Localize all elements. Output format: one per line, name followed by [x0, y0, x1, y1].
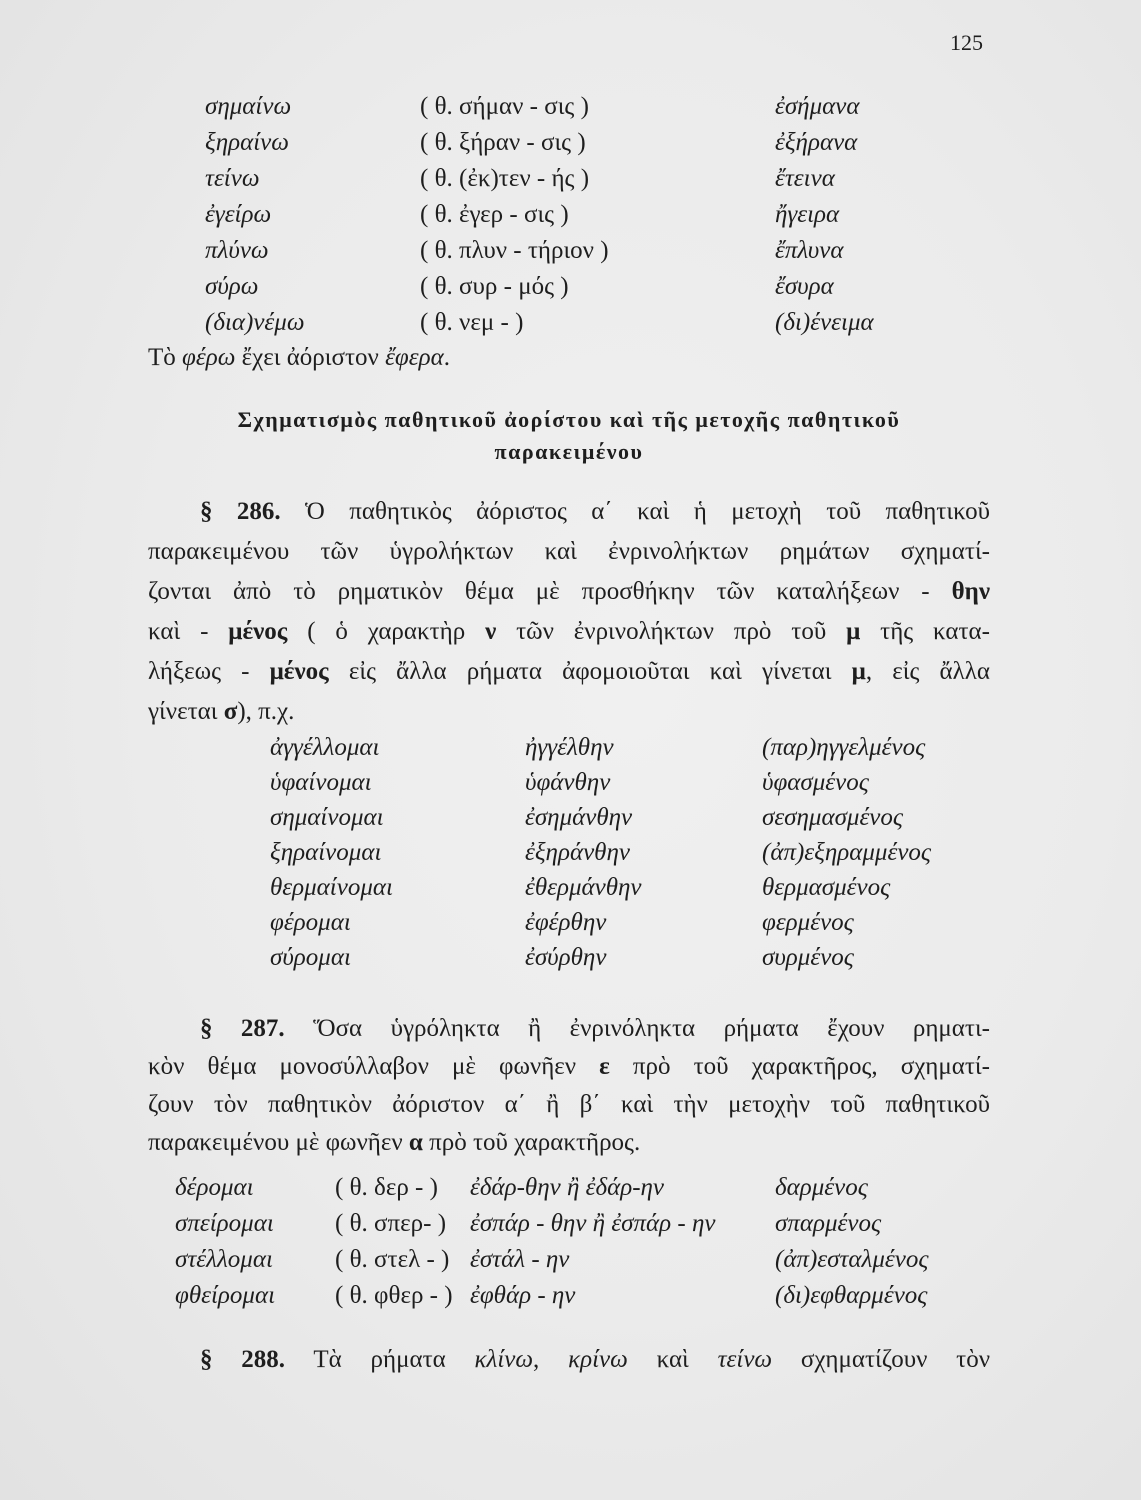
active-aorist-table — [0, 89, 1141, 341]
bold-letter: α — [408, 1129, 423, 1156]
participle-cell: σπαρμένος — [775, 1210, 882, 1237]
text-run: ( ὁ χαρακτὴρ — [287, 618, 486, 645]
stem-cell: ( θ. στελ - ) — [335, 1246, 450, 1273]
paragraph-line — [148, 1124, 990, 1162]
verb-word: τείνω — [717, 1346, 773, 1373]
table-row — [0, 835, 1141, 870]
aorist-cell: ὑφάνθην — [525, 769, 611, 796]
participle-cell: δαρμένος — [775, 1174, 868, 1201]
verb-cell: φθείρομαι — [175, 1282, 276, 1309]
paragraph-line — [148, 612, 990, 652]
stem-cell: ( θ. νεμ - ) — [420, 309, 524, 336]
participle-cell: (ἀπ)εσταλμένος — [775, 1246, 929, 1273]
bold-ending: θην — [951, 578, 990, 605]
verb-cell: ξηραίνω — [205, 129, 289, 156]
participle-cell: (παρ)ηγγελμένος — [762, 734, 926, 761]
passive-cell: σύρομαι — [270, 944, 351, 971]
aorist-cell: ἤγειρα — [775, 201, 840, 228]
text-run: γίνεται — [148, 698, 224, 725]
aorist-cell: ἔπλυνα — [775, 237, 844, 264]
section-number: § 288. — [200, 1346, 286, 1373]
paragraph-line — [148, 532, 990, 572]
table-row — [0, 940, 1141, 975]
aorist-cell: ἐδάρ-θην ἢ ἐδάρ-ην — [470, 1174, 665, 1201]
bold-letter: μ — [851, 658, 866, 685]
fero-note — [148, 340, 450, 376]
aorist-cell: ἐσπάρ - θην ἢ ἐσπάρ - ην — [470, 1210, 716, 1237]
section-number: § 286. — [200, 498, 281, 525]
table-row — [0, 161, 1141, 197]
participle-cell: (δι)εφθαρμένος — [775, 1282, 928, 1309]
table-row — [0, 765, 1141, 800]
passive-cell: ἀγγέλλομαι — [270, 734, 380, 761]
paragraph-line — [148, 572, 990, 612]
verb-cell: ἐγείρω — [205, 201, 272, 228]
table-row — [0, 730, 1141, 765]
note-aorist: ἔφερα — [385, 344, 444, 371]
stem-cell: ( θ. συρ - μός ) — [420, 273, 569, 300]
passive-cell: ξηραίνομαι — [270, 839, 382, 866]
table-row — [0, 1206, 1141, 1242]
verb-cell: σύρω — [205, 273, 259, 300]
text-run: σχηματίζουν τὸν — [772, 1346, 991, 1373]
table-row — [0, 233, 1141, 269]
participle-cell: σεσημασμένος — [762, 804, 904, 831]
aorist-cell: ἐξήρανα — [775, 129, 858, 156]
paragraph-line — [148, 692, 990, 732]
text-run: ), π.χ. — [237, 698, 295, 725]
participle-cell: συρμένος — [762, 944, 854, 971]
verb-cell: πλύνω — [205, 237, 269, 264]
table-row — [0, 905, 1141, 940]
text-run: πρὸ τοῦ χαρακτῆρος. — [422, 1129, 641, 1156]
aorist-cell: ἔτεινα — [775, 165, 835, 192]
stem-cell: ( θ. πλυν - τήριον ) — [420, 237, 609, 264]
text-run: παρακειμένου μὲ φωνῆεν — [148, 1129, 409, 1156]
passive-cell: ὑφαίνομαι — [270, 769, 372, 796]
text-run: παρακειμένου τῶν ὑγρολήκτων καὶ ἐνρινολήκτων ρημάτων σχηματί- — [148, 538, 990, 565]
stem-cell: ( θ. δερ - ) — [335, 1174, 438, 1201]
page-number: 125 — [950, 30, 983, 55]
text-run: Ὁ παθητικὸς ἀόριστος α΄ καὶ ἡ μετοχὴ τοῦ παθητικοῦ — [280, 498, 991, 525]
stem-cell: ( θ. (ἐκ)τεν - ής ) — [420, 165, 590, 192]
text-run: τῆς κατα- — [860, 618, 990, 645]
text-run: Τὰ ρήματα — [285, 1346, 475, 1373]
table-row — [0, 305, 1141, 341]
verb-cell: δέρομαι — [175, 1174, 254, 1201]
stem-cell: ( θ. φθερ - ) — [335, 1282, 453, 1309]
stem-cell: ( θ. ξήραν - σις ) — [420, 129, 586, 156]
note-text: Τὸ — [148, 344, 183, 371]
table-row — [0, 870, 1141, 905]
text-run: καὶ — [627, 1346, 718, 1373]
passive-examples-table — [0, 730, 1141, 975]
paragraph-line — [148, 652, 990, 692]
table-row — [0, 89, 1141, 125]
text-run: κὸν θέμα μονοσύλλαβον μὲ φωνῆεν — [148, 1053, 600, 1080]
text-run: , εἰς ἄλλα — [865, 658, 990, 685]
participle-cell: ὑφασμένος — [762, 769, 869, 796]
aorist-cell: ἔσυρα — [775, 273, 834, 300]
verb-cell: στέλλομαι — [175, 1246, 273, 1273]
bold-letter: σ — [223, 698, 238, 725]
text-run: τῶν ἐνρινολήκτων πρὸ τοῦ — [496, 618, 847, 645]
bold-letter: ν — [485, 618, 497, 645]
participle-cell: θερμασμένος — [762, 874, 891, 901]
text-run: εἰς ἄλλα ρήματα ἀφομοιοῦται καὶ γίνεται — [328, 658, 852, 685]
aorist-cell: ἐξηράνθην — [525, 839, 630, 866]
verb-cell: (δια)νέμω — [205, 309, 305, 336]
aorist-cell: ἐσήμανα — [775, 93, 860, 120]
vowel-change-table — [0, 1170, 1141, 1314]
aorist-cell: ἐφέρθην — [525, 909, 607, 936]
participle-cell: φερμένος — [762, 909, 854, 936]
section-heading-line2: παρακειμένου — [494, 439, 644, 464]
note-verb: φέρω — [182, 344, 236, 371]
bold-letter: μ — [846, 618, 861, 645]
passive-cell: θερμαίνομαι — [270, 874, 393, 901]
paragraph-line — [148, 1086, 990, 1124]
stem-cell: ( θ. σήμαν - σις ) — [420, 93, 589, 120]
paragraph-line — [200, 492, 990, 532]
text-run: πρὸ τοῦ χαρακτῆρος, σχηματί- — [609, 1053, 990, 1080]
aorist-cell: ἠγγέλθην — [525, 734, 614, 761]
aorist-cell: ἐστάλ - ην — [470, 1246, 570, 1273]
table-row — [0, 800, 1141, 835]
table-row — [0, 269, 1141, 305]
aorist-cell: ἐθερμάνθην — [525, 874, 642, 901]
aorist-cell: (δι)ένειμα — [775, 309, 874, 336]
note-text: ἔχει ἀόριστον — [235, 344, 386, 371]
verb-cell: σπείρομαι — [175, 1210, 274, 1237]
verb-word: κλίνω — [474, 1346, 534, 1373]
table-row — [0, 1170, 1141, 1206]
paragraph-line — [148, 1048, 990, 1086]
verb-cell: σημαίνω — [205, 93, 292, 120]
participle-cell: (ἀπ)εξηραμμένος — [762, 839, 932, 866]
passive-cell: σημαίνομαι — [270, 804, 384, 831]
paragraph-line — [200, 1010, 990, 1048]
text-run: λήξεως - — [148, 658, 270, 685]
passive-cell: φέρομαι — [270, 909, 351, 936]
aorist-cell: ἐσύρθην — [525, 944, 607, 971]
bold-ending: μένος — [228, 618, 288, 645]
table-row — [0, 197, 1141, 233]
aorist-cell: ἐφθάρ - ην — [470, 1282, 576, 1309]
stem-cell: ( θ. ἐγερ - σις ) — [420, 201, 569, 228]
text-run: Ὅσα ὑγρόληκτα ἢ ἐνρινόληκτα ρήματα ἔχουν ρηματι- — [284, 1015, 991, 1042]
text-run: καὶ - — [148, 618, 229, 645]
text-run: ζουν τὸν παθητικὸν ἀόριστον α΄ ἢ β΄ καὶ τὴν μετοχὴν τοῦ παθητικοῦ — [148, 1091, 990, 1118]
text-run: , — [533, 1346, 569, 1373]
note-text: . — [443, 344, 450, 371]
bold-ending: μένος — [269, 658, 329, 685]
table-row — [0, 1242, 1141, 1278]
verb-word: κρίνω — [568, 1346, 628, 1373]
stem-cell: ( θ. σπερ- ) — [335, 1210, 447, 1237]
section-heading-line1: Σχηματισμὸς παθητικοῦ ἀορίστου καὶ τῆς μετοχῆς παθητικοῦ — [237, 407, 901, 432]
bold-letter: ε — [599, 1053, 610, 1080]
verb-cell: τείνω — [205, 165, 260, 192]
section-number: § 287. — [200, 1015, 285, 1042]
table-row — [0, 125, 1141, 161]
text-run: ζονται ἀπὸ τὸ ρηματικὸν θέμα μὲ προσθήκην τῶν καταλήξεων - — [148, 578, 952, 605]
table-row — [0, 1278, 1141, 1314]
paragraph-line — [200, 1340, 990, 1380]
aorist-cell: ἐσημάνθην — [525, 804, 633, 831]
